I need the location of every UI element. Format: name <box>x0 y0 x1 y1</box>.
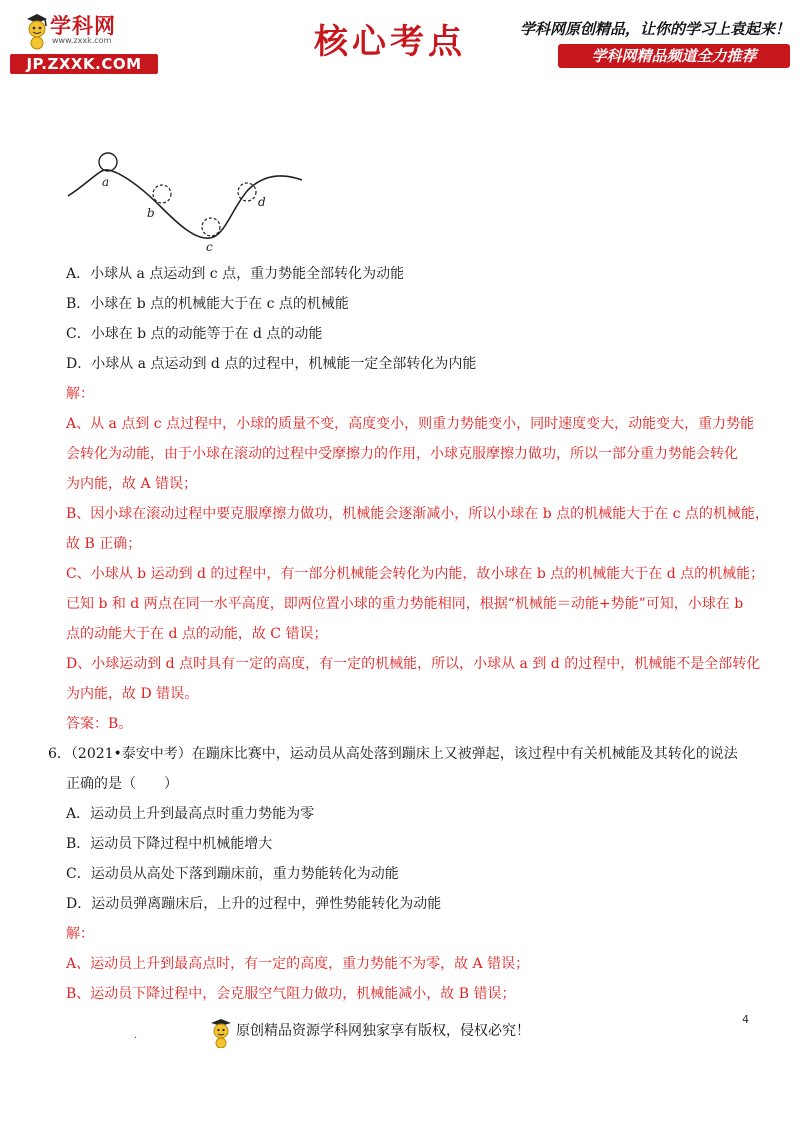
mascot-icon <box>24 10 50 50</box>
option-a: A．小球从 a 点运动到 c 点，重力势能全部转化为动能 <box>66 266 405 282</box>
q6-option-a: A．运动员上升到最高点时重力势能为零 <box>66 806 315 822</box>
q6-solution-b: B、运动员下降过程中，会克服空气阻力做功，机械能减小，故 B 错误； <box>66 986 516 1002</box>
solution-label: 解： <box>66 386 94 402</box>
track-diagram <box>60 148 320 258</box>
label-a: a <box>102 175 110 189</box>
logo-bar-text: JP.ZXXK.COM <box>26 55 142 73</box>
solution-c-line1: C、小球从 b 运动到 d 的过程中，有一部分机械能会转化为内能，故小球在 b 点的机械能大于在 d 点的机械能； <box>66 566 765 582</box>
solution-a-line1: A、从 a 点到 c 点过程中，小球的质量不变，高度变小，则重力势能变小，同时速度变大，动能变大，重力势能 <box>66 416 755 432</box>
solution-d-line1: D、小球运动到 d 点时具有一定的高度，有一定的机械能，所以，小球从 a 到 d 的过程中，机械能不是全部转化 <box>66 656 761 672</box>
q6-solution-label: 解： <box>66 926 94 942</box>
solution-c-line2: 已知 b 和 d 两点在同一水平高度，即两位置小球的重力势能相同，根据“机械能＝动能+势能”可知，小球在 b <box>66 596 744 612</box>
option-b: B．小球在 b 点的机械能大于在 c 点的机械能 <box>66 296 349 312</box>
ball-c <box>202 218 220 236</box>
solution-a-line2: 会转化为动能，由于小球在滚动的过程中受摩擦力的作用，小球克服摩擦力做功，所以一部分重力势能会转化 <box>66 446 738 462</box>
channel-banner-text: 学科网精品频道全力推荐 <box>591 47 757 65</box>
header-title: 核心考点 <box>314 22 466 62</box>
q6-option-d: D．运动员弹离蹦床后，上升的过程中，弹性势能转化为动能 <box>66 896 442 912</box>
footer-copyright: 原创精品资源学科网独家享有版权，侵权必究！ <box>236 1023 530 1039</box>
ball-a <box>99 153 117 171</box>
solution-b-line2: 故 B 正确； <box>66 536 142 552</box>
q6-solution-a: A、运动员上升到最高点时，有一定的高度，重力势能不为零，故 A 错误； <box>66 956 530 972</box>
q6-option-c: C．运动员从高处下落到蹦床前，重力势能转化为动能 <box>66 866 399 882</box>
logo-name: 学科网 <box>50 14 116 38</box>
label-b: b <box>147 206 155 220</box>
label-c: c <box>206 240 213 254</box>
solution-a-line3: 为内能，故 A 错误； <box>66 476 198 492</box>
option-c: C．小球在 b 点的动能等于在 d 点的动能 <box>66 326 323 342</box>
q6-option-b: B．运动员下降过程中机械能增大 <box>66 836 273 852</box>
question-6-line1: 6．（2021•泰安中考）在蹦床比赛中，运动员从高处落到蹦床上又被弹起，该过程中有关机械能及其转化的说法 <box>48 746 738 762</box>
solution-b-line1: B、因小球在滚动过程中要克服摩擦力做功，机械能会逐渐减小，所以小球在 b 点的机械能大于在 c 点的机械能， <box>66 506 769 522</box>
solution-c-line3: 点的动能大于在 d 点的动能，故 C 错误； <box>66 626 328 642</box>
mascot-icon <box>208 1016 234 1048</box>
logo-bar <box>10 54 158 74</box>
question-6-line2: 正确的是（ ） <box>66 776 178 792</box>
option-d: D．小球从 a 点运动到 d 点的过程中，机械能一定全部转化为内能 <box>66 356 477 372</box>
site-logo[interactable] <box>10 8 160 74</box>
footer-dot: . <box>134 1030 138 1041</box>
solution-d-line2: 为内能，故 D 错误。 <box>66 686 199 702</box>
ball-b <box>153 185 171 203</box>
label-d: d <box>258 195 266 209</box>
answer: 答案：B。 <box>66 716 133 732</box>
header-slogan: 学科网原创精品，让你的学习上袁起来！ <box>519 20 790 38</box>
logo-url: www.zxxk.com <box>52 36 112 45</box>
page-number: 4 <box>742 1013 749 1026</box>
channel-banner[interactable] <box>558 44 790 68</box>
